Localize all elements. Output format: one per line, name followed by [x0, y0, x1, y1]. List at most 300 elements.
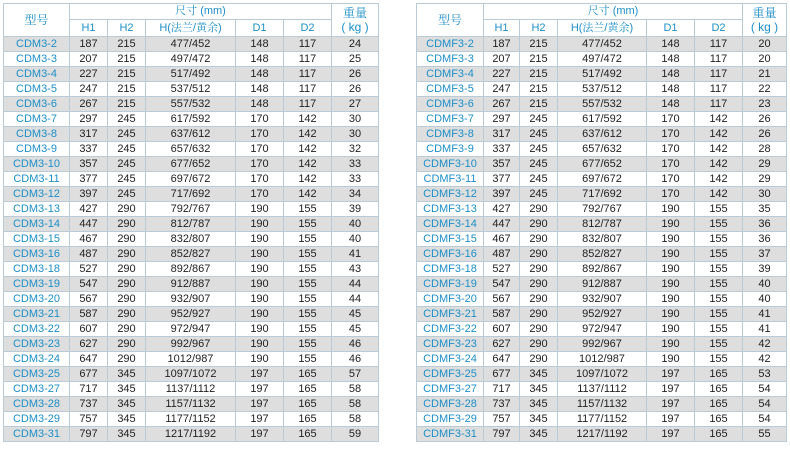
cell-model: CDMF3-24	[417, 352, 484, 367]
cell-d1: 197	[236, 397, 284, 412]
cell-h1: 567	[484, 292, 520, 307]
cell-weight: 28	[743, 142, 787, 157]
cell-d1: 170	[647, 142, 695, 157]
cell-h: 697/672	[146, 172, 236, 187]
table-row	[417, 172, 787, 187]
cell-h2: 290	[520, 262, 558, 277]
cell-h1: 717	[70, 382, 108, 397]
cell-model: CDM3-29	[4, 412, 70, 427]
cell-h1: 357	[484, 157, 520, 172]
cell-d2: 142	[284, 112, 332, 127]
cell-weight: 57	[332, 367, 379, 382]
cell-d1: 148	[236, 67, 284, 82]
cell-d1: 190	[236, 202, 284, 217]
cell-d2: 165	[284, 412, 332, 427]
cell-d2: 142	[284, 157, 332, 172]
cell-h2: 215	[108, 82, 146, 97]
cell-weight: 53	[743, 367, 787, 382]
cell-model: CDMF3-12	[417, 187, 484, 202]
table-row	[4, 292, 379, 307]
col-d2-header: D2	[284, 19, 332, 36]
cell-model: CDM3-18	[4, 262, 70, 277]
cell-h1: 247	[70, 82, 108, 97]
cell-h2: 215	[108, 37, 146, 52]
cell-h: 832/807	[558, 232, 647, 247]
cell-h: 497/472	[146, 52, 236, 67]
cell-h1: 377	[70, 172, 108, 187]
col-h2-header: H2	[520, 19, 558, 36]
cell-d1: 148	[236, 82, 284, 97]
cell-model: CDM3-28	[4, 397, 70, 412]
cell-weight: 21	[743, 67, 787, 82]
cell-model: CDMF3-13	[417, 202, 484, 217]
cell-h1: 717	[484, 382, 520, 397]
col-d1-header: D1	[236, 19, 284, 36]
cell-h2: 290	[108, 322, 146, 337]
cell-h2: 245	[520, 187, 558, 202]
cell-d2: 165	[695, 367, 743, 382]
cell-model: CDMF3-5	[417, 82, 484, 97]
cell-h: 617/592	[146, 112, 236, 127]
cell-h: 637/612	[558, 127, 647, 142]
cell-weight: 24	[332, 37, 379, 52]
table-row	[417, 262, 787, 277]
table-row	[417, 97, 787, 112]
cell-h2: 245	[520, 142, 558, 157]
cell-weight: 54	[743, 382, 787, 397]
cell-h: 852/827	[146, 247, 236, 262]
table-row	[417, 322, 787, 337]
cell-d2: 155	[695, 247, 743, 262]
table-row	[417, 37, 787, 52]
cell-h2: 345	[520, 412, 558, 427]
table-row	[4, 232, 379, 247]
cell-h2: 290	[520, 247, 558, 262]
cell-d1: 148	[236, 52, 284, 67]
cell-d1: 170	[236, 112, 284, 127]
cell-model: CDM3-15	[4, 232, 70, 247]
cell-h: 832/807	[146, 232, 236, 247]
cell-h2: 215	[108, 52, 146, 67]
cell-d1: 170	[236, 142, 284, 157]
table-row	[417, 187, 787, 202]
cell-model: CDMF3-15	[417, 232, 484, 247]
cell-h1: 187	[484, 37, 520, 52]
cell-h1: 227	[484, 67, 520, 82]
cell-d1: 170	[236, 157, 284, 172]
cell-d2: 155	[695, 292, 743, 307]
cell-model: CDMF3-21	[417, 307, 484, 322]
cell-d1: 190	[647, 337, 695, 352]
table-row	[4, 322, 379, 337]
cell-model: CDM3-4	[4, 67, 70, 82]
cell-h: 912/887	[558, 277, 647, 292]
cell-model: CDMF3-20	[417, 292, 484, 307]
table-row	[417, 427, 787, 442]
cell-d1: 190	[236, 292, 284, 307]
cell-model: CDMF3-27	[417, 382, 484, 397]
cell-d2: 165	[695, 382, 743, 397]
cell-h2: 290	[108, 202, 146, 217]
cell-h2: 245	[520, 112, 558, 127]
cell-d2: 165	[695, 397, 743, 412]
cell-h: 637/612	[146, 127, 236, 142]
cell-weight: 27	[332, 97, 379, 112]
cell-model: CDM3-22	[4, 322, 70, 337]
cell-d2: 117	[284, 37, 332, 52]
dimensions-header: 尺寸 (mm)	[484, 4, 743, 20]
cell-weight: 40	[743, 292, 787, 307]
cell-model: CDMF3-19	[417, 277, 484, 292]
cell-d1: 148	[236, 37, 284, 52]
cell-weight: 45	[332, 307, 379, 322]
table-body	[4, 37, 379, 442]
cell-d1: 190	[647, 262, 695, 277]
cell-model: CDMF3-2	[417, 37, 484, 52]
cell-h1: 267	[484, 97, 520, 112]
cell-weight: 22	[743, 82, 787, 97]
cell-d1: 170	[236, 127, 284, 142]
cell-d1: 190	[236, 232, 284, 247]
cell-weight: 46	[332, 352, 379, 367]
cell-weight: 37	[743, 247, 787, 262]
cell-model: CDM3-19	[4, 277, 70, 292]
cell-weight: 55	[743, 427, 787, 442]
cell-d1: 197	[647, 367, 695, 382]
cell-h: 972/947	[558, 322, 647, 337]
cell-weight: 39	[332, 202, 379, 217]
cell-h1: 267	[70, 97, 108, 112]
cell-d2: 117	[284, 82, 332, 97]
weight-header	[332, 4, 379, 37]
cell-d2: 165	[284, 367, 332, 382]
cell-d1: 190	[236, 322, 284, 337]
cell-d1: 148	[647, 82, 695, 97]
cell-h: 657/632	[146, 142, 236, 157]
cell-h1: 297	[484, 112, 520, 127]
cell-h: 912/887	[146, 277, 236, 292]
cell-h2: 290	[108, 232, 146, 247]
cell-d2: 155	[284, 202, 332, 217]
table-row	[4, 127, 379, 142]
cell-h2: 290	[520, 217, 558, 232]
cell-d2: 117	[695, 82, 743, 97]
cell-model: CDM3-24	[4, 352, 70, 367]
cell-h: 1157/1132	[146, 397, 236, 412]
cell-d2: 155	[284, 307, 332, 322]
table-row	[417, 127, 787, 142]
table-row	[417, 367, 787, 382]
cell-d2: 155	[284, 292, 332, 307]
table-row	[417, 67, 787, 82]
cell-h2: 345	[108, 397, 146, 412]
table-row	[417, 337, 787, 352]
cell-model: CDMF3-18	[417, 262, 484, 277]
cell-d1: 148	[236, 97, 284, 112]
cell-d2: 155	[695, 217, 743, 232]
cell-d2: 142	[284, 172, 332, 187]
cell-h1: 627	[70, 337, 108, 352]
cell-d1: 190	[647, 352, 695, 367]
cell-h2: 215	[520, 97, 558, 112]
cell-h: 1097/1072	[558, 367, 647, 382]
cell-weight: 20	[743, 37, 787, 52]
cell-h1: 567	[70, 292, 108, 307]
table-row	[417, 412, 787, 427]
cell-d1: 190	[236, 277, 284, 292]
cell-h1: 607	[484, 322, 520, 337]
cell-h1: 247	[484, 82, 520, 97]
cell-h2: 215	[520, 67, 558, 82]
cell-d1: 197	[236, 382, 284, 397]
cell-d2: 155	[695, 262, 743, 277]
cell-h: 677/652	[558, 157, 647, 172]
table-body	[417, 37, 787, 442]
cell-weight: 58	[332, 397, 379, 412]
cell-h: 992/967	[558, 337, 647, 352]
cell-h: 1012/987	[146, 352, 236, 367]
cell-weight: 46	[332, 337, 379, 352]
cell-h2: 345	[108, 412, 146, 427]
cell-d1: 190	[647, 202, 695, 217]
cell-d1: 148	[647, 97, 695, 112]
cell-model: CDM3-3	[4, 52, 70, 67]
cell-h2: 245	[108, 127, 146, 142]
cell-h2: 290	[520, 337, 558, 352]
cell-d1: 197	[236, 427, 284, 442]
cell-h1: 797	[484, 427, 520, 442]
cell-d2: 117	[284, 67, 332, 82]
cell-weight: 30	[332, 127, 379, 142]
cell-d1: 190	[647, 292, 695, 307]
cell-h: 617/592	[558, 112, 647, 127]
cell-model: CDM3-20	[4, 292, 70, 307]
cell-d1: 197	[236, 367, 284, 382]
cell-d2: 155	[284, 262, 332, 277]
cell-model: CDMF3-25	[417, 367, 484, 382]
cell-d2: 155	[695, 322, 743, 337]
cell-h2: 290	[108, 247, 146, 262]
cell-h1: 427	[484, 202, 520, 217]
cell-h2: 290	[520, 352, 558, 367]
model-header: 型号	[4, 4, 70, 37]
cell-h2: 290	[520, 322, 558, 337]
cell-model: CDMF3-16	[417, 247, 484, 262]
cell-d2: 155	[695, 337, 743, 352]
cell-d1: 170	[647, 112, 695, 127]
cell-h1: 397	[70, 187, 108, 202]
cell-h2: 245	[108, 172, 146, 187]
cell-h2: 245	[520, 157, 558, 172]
table-row	[4, 142, 379, 157]
cell-d1: 197	[647, 412, 695, 427]
cell-model: CDMF3-10	[417, 157, 484, 172]
cell-h: 1137/1112	[146, 382, 236, 397]
cell-h2: 290	[520, 202, 558, 217]
col-h2-header: H2	[108, 19, 146, 36]
cell-weight: 44	[332, 292, 379, 307]
cell-model: CDM3-21	[4, 307, 70, 322]
cell-d1: 148	[647, 52, 695, 67]
cell-weight: 34	[332, 187, 379, 202]
table-row	[417, 142, 787, 157]
cell-d2: 142	[695, 142, 743, 157]
cell-d2: 117	[695, 37, 743, 52]
cell-h: 477/452	[146, 37, 236, 52]
cell-d2: 142	[695, 127, 743, 142]
cell-h1: 757	[484, 412, 520, 427]
cell-d2: 142	[695, 187, 743, 202]
cell-d2: 142	[695, 157, 743, 172]
cell-weight: 36	[743, 232, 787, 247]
cell-d1: 190	[647, 307, 695, 322]
cell-weight: 23	[743, 97, 787, 112]
cell-weight: 40	[332, 217, 379, 232]
table-row	[417, 217, 787, 232]
cell-d2: 155	[284, 322, 332, 337]
table-row	[4, 37, 379, 52]
cell-d1: 190	[647, 277, 695, 292]
cell-h: 972/947	[146, 322, 236, 337]
cell-h1: 527	[484, 262, 520, 277]
cell-d1: 197	[236, 412, 284, 427]
cell-d2: 155	[695, 352, 743, 367]
cell-h1: 467	[484, 232, 520, 247]
cell-h: 1157/1132	[558, 397, 647, 412]
table-row	[4, 97, 379, 112]
cell-weight: 26	[743, 127, 787, 142]
cell-h1: 547	[70, 277, 108, 292]
cell-h1: 797	[70, 427, 108, 442]
col-d2-header: D2	[695, 19, 743, 36]
cell-d1: 170	[236, 187, 284, 202]
table-row	[417, 82, 787, 97]
cell-h1: 337	[484, 142, 520, 157]
cell-model: CDMF3-31	[417, 427, 484, 442]
cell-d2: 165	[284, 427, 332, 442]
cell-weight: 41	[743, 322, 787, 337]
cell-model: CDM3-12	[4, 187, 70, 202]
cell-weight: 59	[332, 427, 379, 442]
table-row	[4, 82, 379, 97]
cell-h2: 215	[520, 52, 558, 67]
cell-h1: 337	[70, 142, 108, 157]
cell-h: 812/787	[558, 217, 647, 232]
cell-model: CDM3-6	[4, 97, 70, 112]
cell-d2: 165	[284, 382, 332, 397]
cell-weight: 29	[743, 172, 787, 187]
table-row	[4, 307, 379, 322]
table-row	[417, 292, 787, 307]
cell-d2: 155	[284, 217, 332, 232]
cell-h: 1217/1192	[558, 427, 647, 442]
cell-h: 952/927	[558, 307, 647, 322]
cell-h: 952/927	[146, 307, 236, 322]
cell-weight: 45	[332, 322, 379, 337]
cell-h: 717/692	[146, 187, 236, 202]
cell-h2: 345	[108, 427, 146, 442]
cell-h1: 487	[70, 247, 108, 262]
cell-h1: 677	[484, 367, 520, 382]
cell-h2: 245	[520, 127, 558, 142]
cell-d1: 190	[236, 262, 284, 277]
cell-model: CDMF3-6	[417, 97, 484, 112]
cell-model: CDM3-2	[4, 37, 70, 52]
cell-h2: 215	[520, 37, 558, 52]
cell-h1: 187	[70, 37, 108, 52]
cell-h1: 527	[70, 262, 108, 277]
cell-model: CDM3-5	[4, 82, 70, 97]
cell-model: CDM3-10	[4, 157, 70, 172]
cell-model: CDM3-7	[4, 112, 70, 127]
cell-weight: 36	[743, 217, 787, 232]
cell-h: 852/827	[558, 247, 647, 262]
cell-h2: 345	[520, 427, 558, 442]
table-row	[4, 247, 379, 262]
cell-weight: 26	[332, 82, 379, 97]
cell-d1: 190	[647, 217, 695, 232]
table-row	[4, 382, 379, 397]
cell-h1: 207	[70, 52, 108, 67]
cell-h2: 290	[108, 262, 146, 277]
cell-weight: 29	[743, 157, 787, 172]
cell-d2: 142	[695, 112, 743, 127]
weight-label: 重量	[752, 6, 777, 20]
col-h1-header: H1	[484, 19, 520, 36]
cell-model: CDM3-25	[4, 367, 70, 382]
cell-h: 892/867	[558, 262, 647, 277]
cell-weight: 54	[743, 397, 787, 412]
cell-d1: 190	[236, 307, 284, 322]
cell-h1: 317	[484, 127, 520, 142]
table-row	[417, 382, 787, 397]
cell-h1: 427	[70, 202, 108, 217]
cell-h2: 215	[108, 67, 146, 82]
cell-h1: 447	[484, 217, 520, 232]
cell-h2: 290	[108, 277, 146, 292]
cell-model: CDM3-14	[4, 217, 70, 232]
cell-d2: 117	[695, 67, 743, 82]
cell-h1: 317	[70, 127, 108, 142]
cell-h: 717/692	[558, 187, 647, 202]
cell-h: 497/472	[558, 52, 647, 67]
table-row	[4, 202, 379, 217]
cell-model: CDMF3-22	[417, 322, 484, 337]
table-row	[4, 157, 379, 172]
cell-d1: 190	[236, 217, 284, 232]
cell-d1: 190	[236, 247, 284, 262]
cell-weight: 30	[332, 112, 379, 127]
table-row	[417, 52, 787, 67]
cell-h1: 627	[484, 337, 520, 352]
cell-d1: 148	[647, 37, 695, 52]
cell-h: 1012/987	[558, 352, 647, 367]
cell-weight: 44	[332, 277, 379, 292]
cell-h2: 290	[520, 307, 558, 322]
cell-h: 932/907	[146, 292, 236, 307]
cell-h1: 357	[70, 157, 108, 172]
cell-weight: 39	[743, 262, 787, 277]
table-row	[417, 112, 787, 127]
table-row	[4, 67, 379, 82]
table-row	[4, 397, 379, 412]
weight-unit: ( kg )	[341, 20, 369, 34]
cell-d2: 155	[284, 352, 332, 367]
cell-d1: 170	[236, 172, 284, 187]
weight-header	[743, 4, 787, 37]
table-row	[4, 52, 379, 67]
cell-weight: 40	[332, 232, 379, 247]
